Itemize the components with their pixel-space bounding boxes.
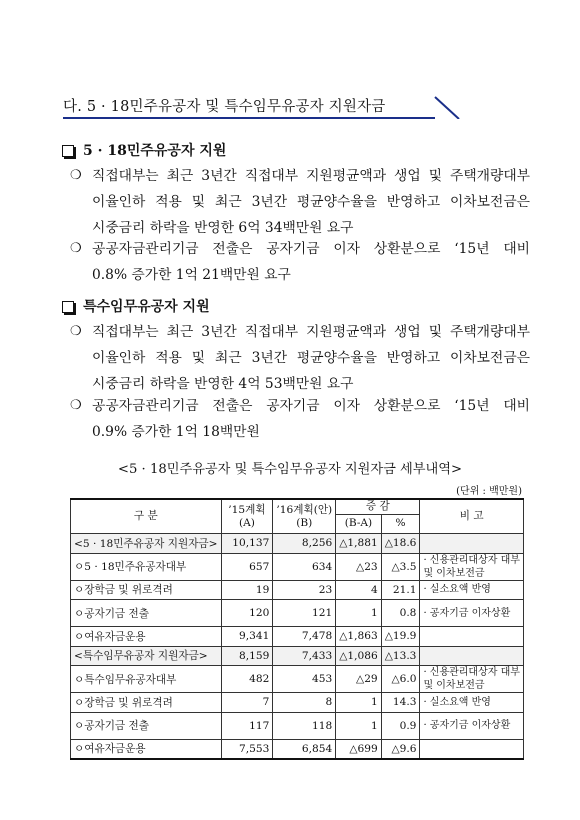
note-cell — [420, 627, 524, 647]
plan16-cell: 7,433 — [273, 646, 336, 666]
bullet-line: 직접대부는 최근 3년간 직접대부 지원평균액과 생업 및 주택개량대부 — [92, 324, 530, 340]
bullet-line: 시중금리 하락을 반영한 4억 53백만원 요구 — [92, 376, 354, 392]
table-title: <5 · 18민주유공자 및 특수임무유공자 지원자금 세부내역> — [117, 462, 463, 477]
bullet-line: 공공자금관리기금 전출은 공자기금 이자 상환분으로 ‘15년 대비 — [92, 398, 530, 414]
note-cell: · 신용관리대상자 대부 및 이차보전금 — [420, 666, 524, 693]
pct-cell: 0.8 — [381, 600, 420, 627]
table-row — [71, 627, 524, 647]
plan16-cell: 118 — [273, 712, 336, 739]
section-title: 5 · 18민주유공자 지원 — [83, 143, 227, 159]
note-cell: · 공자기금 이자상환 — [420, 712, 524, 739]
pct-cell: △6.0 — [381, 666, 420, 693]
row-name-cell: ㅇ여유자금운용 — [71, 739, 222, 759]
change-cell: 4 — [336, 580, 381, 600]
header-change: 증 감 — [336, 499, 420, 514]
change-cell: 1 — [336, 712, 381, 739]
header-plan16-sub: (B) — [296, 516, 313, 529]
page-title: 다. 5 · 18민주유공자 및 특수임무유공자 지원자금 — [63, 99, 386, 115]
bullet-item — [70, 319, 530, 397]
row-name-cell: ㅇ여유자금운용 — [71, 627, 222, 647]
note-cell: · 실소요액 반영 — [420, 693, 524, 713]
circle-bullet-icon: ❍ — [70, 168, 82, 183]
pct-cell: 14.3 — [381, 693, 420, 713]
note-cell — [420, 739, 524, 759]
plan16-cell: 453 — [273, 666, 336, 693]
table-total-row — [71, 646, 524, 666]
checkbox-square-icon — [62, 301, 74, 313]
plan15-cell: 120 — [221, 600, 273, 627]
plan15-cell: 482 — [221, 666, 273, 693]
funding-detail-table — [70, 498, 524, 760]
plan15-cell: 19 — [221, 580, 273, 600]
header-plan15-label: ’15계획 — [228, 503, 266, 516]
header-plan15 — [221, 499, 273, 534]
plan15-cell: 10,137 — [221, 534, 273, 554]
row-name-cell: ㅇ5 · 18민주유공자대부 — [71, 553, 222, 580]
header-change-sub: (B-A) — [336, 514, 381, 534]
circle-bullet-icon: ❍ — [70, 324, 82, 339]
header-pct: % — [381, 514, 420, 534]
pct-cell: △18.6 — [381, 534, 420, 554]
change-cell: 1 — [336, 600, 381, 627]
bullet-line: 직접대부는 최근 3년간 직접대부 지원평균액과 생업 및 주택개량대부 — [92, 168, 530, 184]
header-plan16-label: ’16계획(안) — [276, 503, 333, 516]
plan16-cell: 7,478 — [273, 627, 336, 647]
plan16-cell: 121 — [273, 600, 336, 627]
header-slash-decoration — [433, 95, 463, 119]
header-underline — [63, 117, 435, 119]
plan15-cell: 9,341 — [221, 627, 273, 647]
bullet-line: 0.9% 증가한 1억 18백만원 — [92, 424, 260, 440]
section-518-support — [62, 140, 226, 160]
row-name-cell: ㅇ공자기금 전출 — [71, 600, 222, 627]
section-special-mission-support — [62, 296, 210, 316]
change-cell: △23 — [336, 553, 381, 580]
note-cell — [420, 646, 524, 666]
bullet-line: 공공자금관리기금 전출은 공자기금 이자 상환분으로 ‘15년 대비 — [92, 241, 530, 257]
change-cell: △1,086 — [336, 646, 381, 666]
table-total-row — [71, 534, 524, 554]
bullet-line: 이율인하 적용 및 최근 3년간 평균양수율을 반영하고 이차보전금은 — [92, 350, 530, 366]
plan15-cell: 117 — [221, 712, 273, 739]
row-name-cell: <특수임무유공자 지원자금> — [71, 646, 222, 666]
table-row — [71, 739, 524, 759]
header-plan16 — [273, 499, 336, 534]
pct-cell: △13.3 — [381, 646, 420, 666]
note-cell — [420, 534, 524, 554]
change-cell: △1,881 — [336, 534, 381, 554]
note-cell: · 공자기금 이자상환 — [420, 600, 524, 627]
circle-bullet-icon: ❍ — [70, 241, 82, 256]
pct-cell: 21.1 — [381, 580, 420, 600]
change-cell: 1 — [336, 693, 381, 713]
plan16-cell: 23 — [273, 580, 336, 600]
note-cell: · 실소요액 반영 — [420, 580, 524, 600]
bullet-line: 0.8% 증가한 1억 21백만원 요구 — [92, 267, 291, 283]
row-name-cell: ㅇ장학금 및 위로격려 — [71, 580, 222, 600]
plan16-cell: 6,854 — [273, 739, 336, 759]
table-row — [71, 712, 524, 739]
plan15-cell: 657 — [221, 553, 273, 580]
row-name-cell: ㅇ장학금 및 위로격려 — [71, 693, 222, 713]
pct-cell: 0.9 — [381, 712, 420, 739]
plan16-cell: 8,256 — [273, 534, 336, 554]
plan15-cell: 7,553 — [221, 739, 273, 759]
header-plan15-sub: (A) — [239, 516, 255, 529]
plan15-cell: 7 — [221, 693, 273, 713]
unit-label: (단위 : 백만원) — [456, 486, 522, 497]
table-row — [71, 553, 524, 580]
bullet-line: 이율인하 적용 및 최근 3년간 평균양수율을 반영하고 이차보전금은 — [92, 194, 530, 210]
change-cell: △1,863 — [336, 627, 381, 647]
table-header-row — [71, 499, 524, 514]
change-cell: △29 — [336, 666, 381, 693]
plan16-cell: 634 — [273, 553, 336, 580]
table-row — [71, 693, 524, 713]
row-name-cell: ㅇ특수임무유공자대부 — [71, 666, 222, 693]
checkbox-square-icon — [62, 145, 74, 157]
section-title: 특수임무유공자 지원 — [83, 299, 210, 315]
pct-cell: △3.5 — [381, 553, 420, 580]
change-cell: △699 — [336, 739, 381, 759]
table-row — [71, 580, 524, 600]
plan15-cell: 8,159 — [221, 646, 273, 666]
bullet-line: 시중금리 하락을 반영한 6억 34백만원 요구 — [92, 220, 354, 236]
pct-cell: △9.6 — [381, 739, 420, 759]
row-name-cell: <5 · 18민주유공자 지원자금> — [71, 534, 222, 554]
bullet-item — [70, 163, 530, 241]
bullet-item — [70, 236, 530, 288]
pct-cell: △19.9 — [381, 627, 420, 647]
header-note: 비 고 — [420, 499, 524, 534]
plan16-cell: 8 — [273, 693, 336, 713]
row-name-cell: ㅇ공자기금 전출 — [71, 712, 222, 739]
table-row — [71, 666, 524, 693]
bullet-item — [70, 393, 530, 445]
section-header — [63, 93, 458, 121]
header-category: 구 분 — [71, 499, 222, 534]
circle-bullet-icon: ❍ — [70, 398, 82, 413]
table-row — [71, 600, 524, 627]
note-cell: · 신용관리대상자 대부 및 이차보전금 — [420, 553, 524, 580]
